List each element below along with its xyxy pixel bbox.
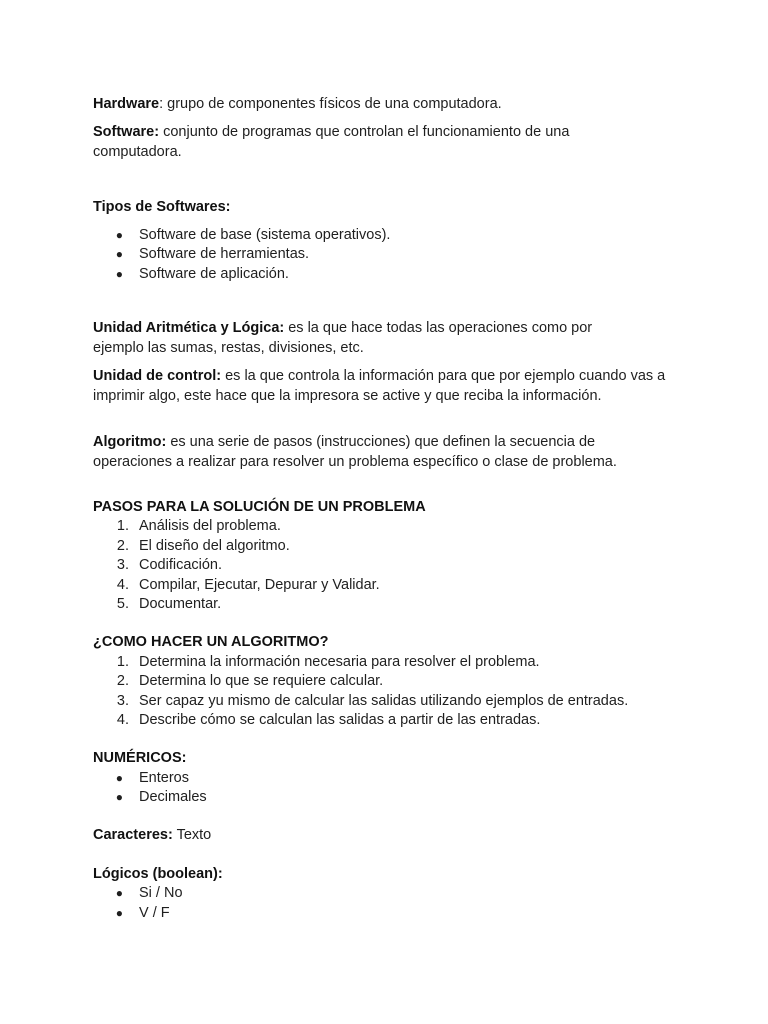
logicos-heading: Lógicos (boolean): [93,866,223,882]
bullet-marker: ● [115,906,123,920]
software-definition [93,122,633,162]
bullet-marker: ● [115,228,123,242]
caracteres-term: Caracteres: [93,827,173,843]
software-term: Software: [93,124,160,140]
number-marker: 2. [116,538,129,554]
caracteres-line [93,825,673,845]
bullet-marker: ● [115,247,123,261]
alu-term: Unidad Aritmética y Lógica: [93,320,285,336]
number-marker: 2. [116,673,129,689]
numericos-heading: NUMÉRICOS: [93,750,187,766]
como-list: 1. Determina la información necesaria para resolver el problema. 2. Determina lo que se requiere calcular. 3. Ser capaz yu mismo de calcular las salidas utilizando ejemplos de entradas. 4. Describe cómo se calculan las salidas a partir de las entradas. [93,652,713,732]
logicos-list: ● Si / No ● V / F [93,883,673,923]
control-term: Unidad de control: [93,368,222,384]
tipos-list: ● Software de base (sistema operativos). ● Software de herramientas. ● Software de aplicación. [93,225,673,285]
hardware-term: Hardware [93,96,160,112]
caracteres-text: Texto [172,827,212,843]
number-marker: 3. [116,557,129,573]
numericos-list: ● Enteros ● Decimales [93,768,673,808]
pasos-list: 1. Análisis del problema. 2. El diseño del algoritmo. 3. Codificación. 4. Compilar, Ejecutar, Depurar y Validar. 5. Documentar. [93,516,673,616]
bullet-marker: ● [115,267,123,281]
hardware-text: : grupo de componentes físicos de una computadora. [159,96,502,112]
hardware-definition [93,94,673,114]
algoritmo-definition [93,432,668,472]
alu-definition [93,318,638,358]
bullet-marker: ● [115,886,123,900]
pasos-heading: PASOS PARA LA SOLUCIÓN DE UN PROBLEMA [93,499,426,515]
tipos-heading: Tipos de Softwares: [93,199,231,215]
control-text: es la que controla la información para que por ejemplo cuando vas a imprimir algo, este hace que la impresora se active y que reciba la información. [93,368,666,404]
bullet-marker: ● [115,771,123,785]
number-marker: 5. [116,596,129,612]
number-marker: 3. [116,693,129,709]
alu-text: es la que hace todas las operaciones como por ejemplo las sumas, restas, divisiones, etc. [93,320,593,356]
algoritmo-text: es una serie de pasos (instrucciones) que definen la secuencia de operaciones a realizar para resolver un problema específico o clase de problema. [93,434,617,470]
bullet-marker: ● [115,790,123,804]
como-heading: ¿COMO HACER UN ALGORITMO? [93,634,329,650]
software-text: conjunto de programas que controlan el funcionamiento de una computadora. [93,124,570,160]
number-marker: 4. [116,577,129,593]
algoritmo-term: Algoritmo: [93,434,167,450]
number-marker: 1. [116,518,129,534]
number-marker: 4. [116,712,129,728]
control-definition [93,366,673,406]
number-marker: 1. [116,654,129,670]
